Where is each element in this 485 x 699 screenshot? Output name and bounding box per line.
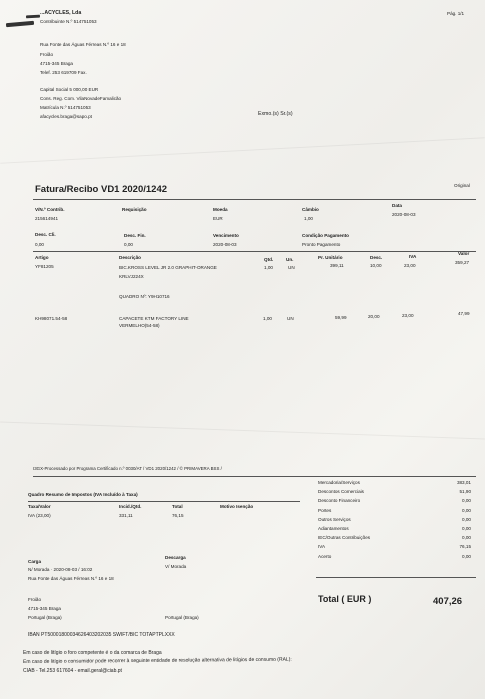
table-cell-preco: 399,11 (330, 263, 344, 268)
recipient-label: Exmo.(s) Sr.(s) (258, 111, 293, 117)
totals-value: 0,00 (462, 498, 471, 504)
table-cell-descricao: BIC.KROSS LEVEL JR 2.0 GRAPHIT-ORANGE (119, 265, 217, 270)
totals-value: 51,90 (459, 489, 471, 495)
company-address: 4715-345 Braga (40, 61, 73, 66)
totals-divider (316, 577, 476, 578)
grand-total-label: Total ( EUR ) (318, 594, 372, 604)
totals-value: 0,00 (462, 526, 471, 531)
totals-label: Mercadoria/Serviços (318, 480, 360, 485)
redaction-mark (26, 15, 40, 19)
table-cell-un: UN (287, 316, 294, 321)
totals-value: 76,15 (459, 544, 471, 550)
company-capital: Capital Social 5 000,00 EUR (40, 87, 99, 92)
condicao-label: Condição Pagamento (302, 233, 349, 238)
company-phone: Telef. 253 619709 Fax. (40, 70, 87, 75)
table-cell-descricao: VERMELHO(54-58) (119, 323, 160, 328)
footer-legal: Em caso de litígio o consumidor pode recorrer à seguinte entidade de resolução alternativa de litígios de consumo (RAL): (22, 656, 292, 665)
table-cell-artigo: YF81205 (35, 264, 54, 269)
tax-row-total: 76,15 (172, 513, 184, 518)
totals-value: 0,00 (462, 516, 471, 522)
tax-row-incid: 331,11 (119, 513, 133, 518)
descarga-line: V/ Morada (165, 564, 187, 569)
desc-fin-label: Desc. Fin. (124, 233, 146, 238)
totals-label: IEC/Outras Contribuições (318, 535, 371, 541)
data-label: Data (392, 203, 402, 208)
col-header-valor: Valor (458, 251, 470, 256)
company-email: afacycles.braga@sapo.pt (40, 114, 92, 119)
footer-legal: Em caso de litígio o foro competente é o da comarca de Braga (23, 650, 162, 656)
processed-note: I3GX-Processado por Programa Certificado n.º 0030/AT / VD1 2020/1242 / © PRIMAVERA BSS / (33, 466, 222, 471)
table-cell-descricao: KRLVJ224X (119, 274, 144, 279)
totals-value: 0,00 (462, 553, 471, 559)
data-value: 2020-08-03 (392, 212, 416, 217)
table-cell-iva: 23,00 (402, 313, 414, 318)
col-header-un: Un. (286, 257, 294, 262)
tax-header-total: Total (172, 504, 183, 509)
redaction-mark (6, 21, 34, 27)
company-address: Rua Fonte das Águas Férreas N.º 16 e 18 (40, 42, 126, 47)
company-name: ...ACYCLES, Lda (40, 10, 82, 16)
moeda-label: Moeda (213, 207, 228, 212)
col-header-iva: IVA (409, 254, 417, 259)
tax-summary-title: Quadro Resumo de Impostos (IVA Incluído à Taxa) (28, 492, 138, 497)
col-header-artigo: Artigo (35, 255, 49, 260)
carga-line: Rua Fonte das Águas Férreas N.º 16 e 18 (28, 576, 114, 581)
table-cell-desc: 20,00 (368, 314, 380, 319)
totals-label: IVA (318, 544, 326, 550)
table-cell-preco: 59,99 (335, 315, 347, 320)
grand-total-value: 407,26 (433, 596, 463, 607)
table-cell-desc: 10,00 (370, 263, 382, 268)
document-title: Fatura/Recibo VD1 2020/1242 (35, 184, 168, 195)
company-matricula: Matrícula N.º 514751053 (40, 105, 91, 110)
descarga-title: Descarga (165, 555, 186, 560)
tax-header-incid: Incid./Qtd. (119, 504, 142, 509)
table-cell-descricao: CAPACETE KTM FACTORY LINE (119, 316, 189, 321)
col-header-preco: Pr. Unitário (318, 255, 343, 260)
paper-crease (0, 422, 485, 440)
vencimento-value: 2020-08-03 (213, 242, 237, 247)
totals-value: 383,01 (456, 480, 471, 485)
totals-label: Adiantamentos (318, 526, 349, 531)
moeda-value: EUR (213, 216, 223, 221)
carga-line: 4715-345 Braga (28, 606, 61, 611)
vencimento-label: Vencimento (213, 233, 239, 238)
table-cell-un: UN (288, 265, 295, 270)
company-registry: Cons. Reg. Com. VilaNovadeFamalicão (40, 96, 122, 101)
paper-crease (0, 137, 484, 163)
totals-value: 0,00 (462, 535, 471, 541)
col-header-descricao: Descrição (119, 255, 141, 260)
tax-row-taxa: IVA (23,00) (28, 513, 51, 518)
table-cell-iva: 23,00 (404, 263, 416, 268)
vn-value: 215614941 (35, 216, 58, 221)
tax-summary-divider (28, 501, 300, 502)
desc-cli-label: Desc. Cli. (35, 232, 56, 237)
footer-divider (33, 476, 476, 477)
footer-contact: CIAB - Tel.253 617604 - email.geral@ciab.pt (23, 668, 122, 674)
iban-line: IBAN PT50001800034626403202035 SWIFT/BIC TOTAPTPLXXX (28, 632, 175, 638)
table-cell-artigo: KH98071.54-58 (35, 316, 68, 321)
header-divider (33, 251, 476, 252)
col-header-desc: Desc. (370, 255, 383, 260)
carga-line: N/ Morada · 2020-08-03 / 16:02 (28, 567, 93, 572)
desc-fin-value: 0,00 (124, 242, 133, 247)
vn-label: V/N.º Contrib. (35, 207, 65, 212)
totals-label: Acerto (318, 553, 332, 559)
totals-label: Outros Serviços (318, 516, 351, 522)
condicao-value: Pronto Pagamento (302, 242, 341, 247)
carga-title: Carga (28, 559, 42, 564)
tax-header-taxa: Taxa/Valor (28, 504, 51, 509)
table-cell-qtd: 1,00 (263, 316, 272, 321)
table-cell-qtd: 1,00 (264, 265, 273, 270)
company-address: Froião (40, 52, 54, 57)
page-number: Pág. 1/1 (447, 11, 465, 16)
totals-label: Portes (318, 507, 332, 513)
totals-label: Descontos Comerciais (318, 489, 364, 495)
original-label: Original (454, 183, 470, 188)
carga-line: Froião (28, 597, 42, 602)
table-cell-valor: 47,99 (458, 311, 470, 316)
cambio-label: Câmbio (302, 207, 319, 212)
table-cell-valor: 359,27 (455, 260, 470, 265)
descarga-line: Portugal (Braga) (165, 615, 199, 620)
col-header-qtd: Qtd. (264, 257, 274, 262)
title-divider (33, 199, 476, 200)
cambio-value: 1,00 (304, 216, 313, 221)
req-label: Requisição (122, 207, 147, 212)
company-nif: Contribuinte N.º 514751053 (40, 19, 97, 24)
quadro-note: QUADRO Nº: Y9H10716 (119, 294, 170, 299)
desc-cli-value: 0,00 (35, 242, 44, 247)
carga-line: Portugal (Braga) (28, 615, 62, 620)
totals-value: 0,00 (462, 507, 471, 513)
tax-header-motivo: Motivo Isenção (220, 504, 254, 509)
totals-label: Desconto Financeiro (318, 498, 361, 504)
